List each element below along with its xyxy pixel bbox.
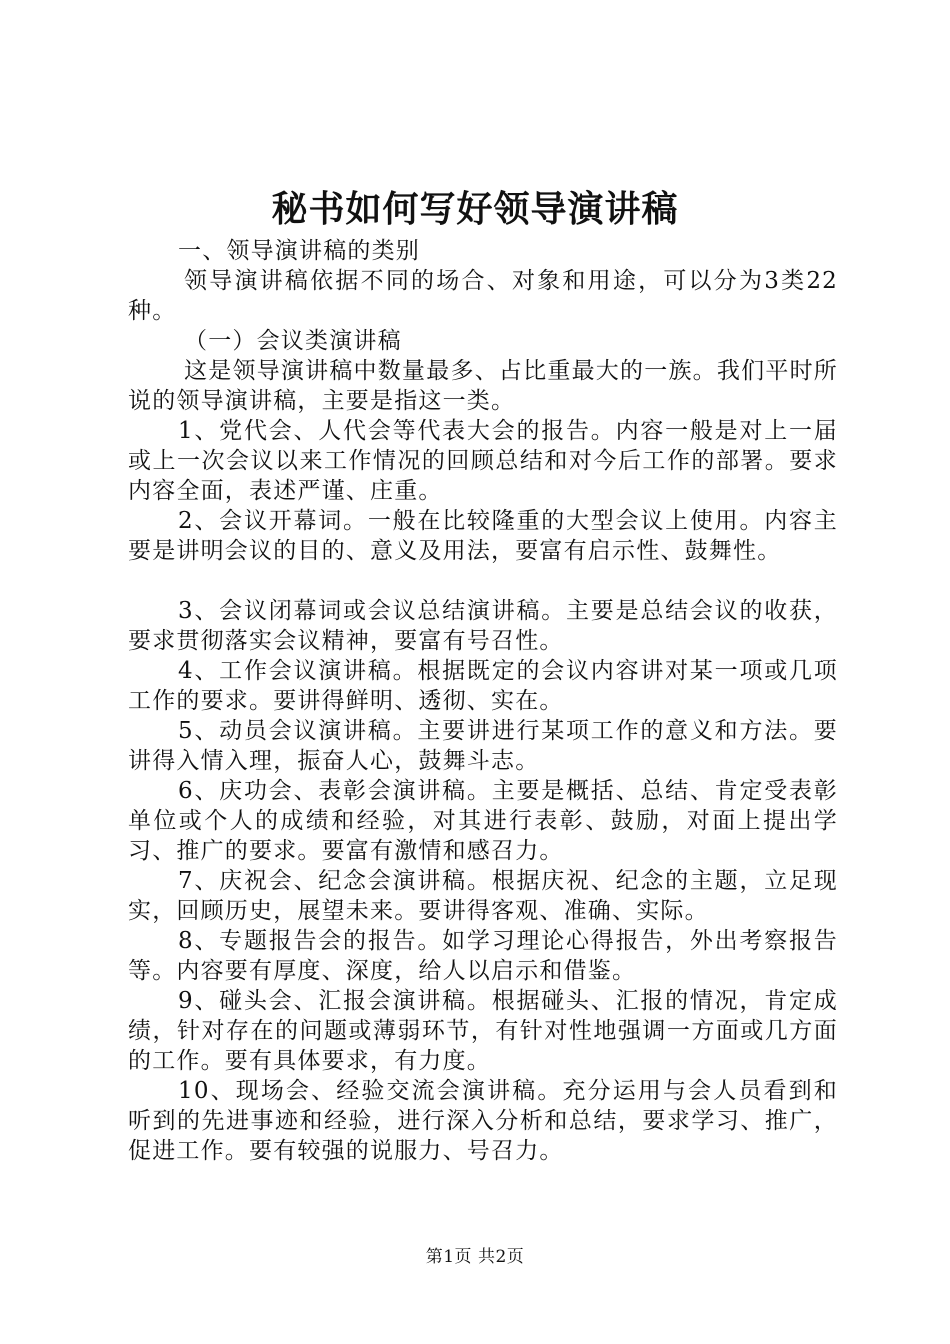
section-heading: 一、领导演讲稿的类别 xyxy=(178,238,420,264)
document-title: 秘书如何写好领导演讲稿 xyxy=(271,188,679,230)
intro-paragraph: 领导演讲稿依据不同的场合、对象和用途，可以分为3类22种。 xyxy=(128,268,838,324)
page-footer: 第1页 共2页 xyxy=(425,1247,525,1267)
list-item: 7、庆祝会、纪念会演讲稿。根据庆祝、纪念的主题，立足现实，回顾历史，展望未来。要讲得客观、准确、实际。 xyxy=(128,868,838,924)
list-item: 5、动员会议演讲稿。主要讲进行某项工作的意义和方法。要讲得入情入理，振奋人心，鼓舞斗志。 xyxy=(128,718,838,774)
document-body xyxy=(128,236,838,1166)
list-item: 10、现场会、经验交流会演讲稿。充分运用与会人员看到和听到的先进事迹和经验，进行深入分析和总结，要求学习、推广，促进工作。要有较强的说服力、号召力。 xyxy=(128,1078,838,1164)
paragraph: 这是领导演讲稿中数量最多、占比重最大的一族。我们平时所说的领导演讲稿，主要是指这一类。 xyxy=(128,358,838,414)
list-item: 8、专题报告会的报告。如学习理论心得报告，外出考察报告等。内容要有厚度、深度，给人以启示和借鉴。 xyxy=(128,928,838,984)
subsection-heading: （一）会议类演讲稿 xyxy=(184,328,402,354)
list-item: 4、工作会议演讲稿。根据既定的会议内容讲对某一项或几项工作的要求。要讲得鲜明、透彻、实在。 xyxy=(128,658,838,714)
list-item: 6、庆功会、表彰会演讲稿。主要是概括、总结、肯定受表彰单位或个人的成绩和经验，对其进行表彰、鼓励，对面上提出学习、推广的要求。要富有激情和感召力。 xyxy=(128,778,838,864)
list-item: 3、会议闭幕词或会议总结演讲稿。主要是总结会议的收获，要求贯彻落实会议精神，要富有号召性。 xyxy=(128,598,838,654)
list-item: 2、会议开幕词。一般在比较隆重的大型会议上使用。内容主要是讲明会议的目的、意义及用法，要富有启示性、鼓舞性。 xyxy=(128,508,838,564)
list-item: 1、党代会、人代会等代表大会的报告。内容一般是对上一届或上一次会议以来工作情况的回顾总结和对今后工作的部署。要求内容全面，表述严谨、庄重。 xyxy=(128,418,838,504)
list-item: 9、碰头会、汇报会演讲稿。根据碰头、汇报的情况，肯定成绩，针对存在的问题或薄弱环节，有针对性地强调一方面或几方面的工作。要有具体要求，有力度。 xyxy=(128,988,838,1074)
